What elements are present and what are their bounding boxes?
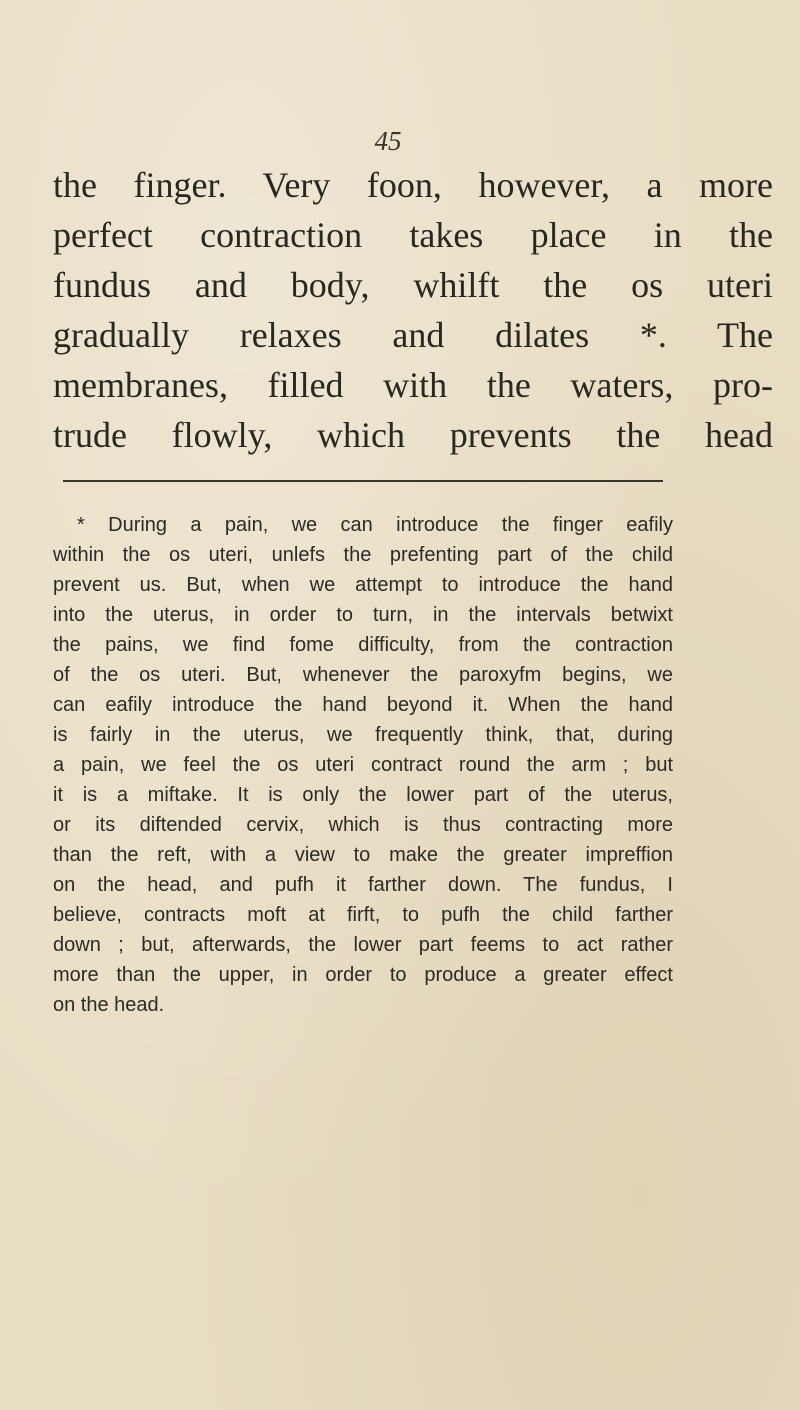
- footnote-line: down ; but, afterwards, the lower part feems to act rather: [53, 934, 673, 956]
- footnote-line: into the uterus, in order to turn, in the intervals betwixt: [53, 604, 673, 626]
- footnote-line: than the reft, with a view to make the greater impreffion: [53, 844, 673, 866]
- footnote-line: on the head, and pufh it farther down. The fundus, I: [53, 874, 673, 896]
- footnote-line: within the os uteri, unlefs the prefenting part of the child: [53, 544, 673, 566]
- footnote-line: prevent us. But, when we attempt to introduce the hand: [53, 574, 673, 596]
- footnote-line: on the head.: [53, 994, 165, 1016]
- footnote-line: believe, contracts moft at firft, to pufh the child farther: [53, 904, 673, 926]
- footnote-line: can eafily introduce the hand beyond it. When the hand: [53, 694, 673, 716]
- footnote-line: * During a pain, we can introduce the finger eafily: [77, 514, 673, 536]
- page-number: 45: [374, 126, 402, 156]
- footnote-line: of the os uteri. But, whenever the paroxyfm begins, we: [53, 664, 673, 686]
- footnote-line: it is a miftake. It is only the lower part of the uterus,: [53, 784, 673, 806]
- footnote-line: more than the upper, in order to produce a greater effect: [53, 964, 673, 986]
- main-text-line: fundus and body, whilft the os uteri: [53, 265, 773, 305]
- footnote-line: or its diftended cervix, which is thus contracting more: [53, 814, 673, 836]
- footnote-line: the pains, we find fome difficulty, from the contraction: [53, 634, 673, 656]
- footnote: [53, 510, 673, 1020]
- main-text-line: membranes, filled with the waters, pro-: [53, 365, 773, 405]
- main-text-line: the finger. Very foon, however, a more: [53, 165, 773, 205]
- main-text-line: trude flowly, which prevents the head: [53, 415, 773, 455]
- footnote-line: a pain, we feel the os uteri contract round the arm ; but: [53, 754, 673, 776]
- main-text: [53, 160, 773, 460]
- main-text-line: gradually relaxes and dilates *. The: [53, 315, 773, 355]
- footnote-line: is fairly in the uterus, we frequently think, that, during: [53, 724, 673, 746]
- footnote-divider: [63, 480, 663, 482]
- main-text-line: perfect contraction takes place in the: [53, 215, 773, 255]
